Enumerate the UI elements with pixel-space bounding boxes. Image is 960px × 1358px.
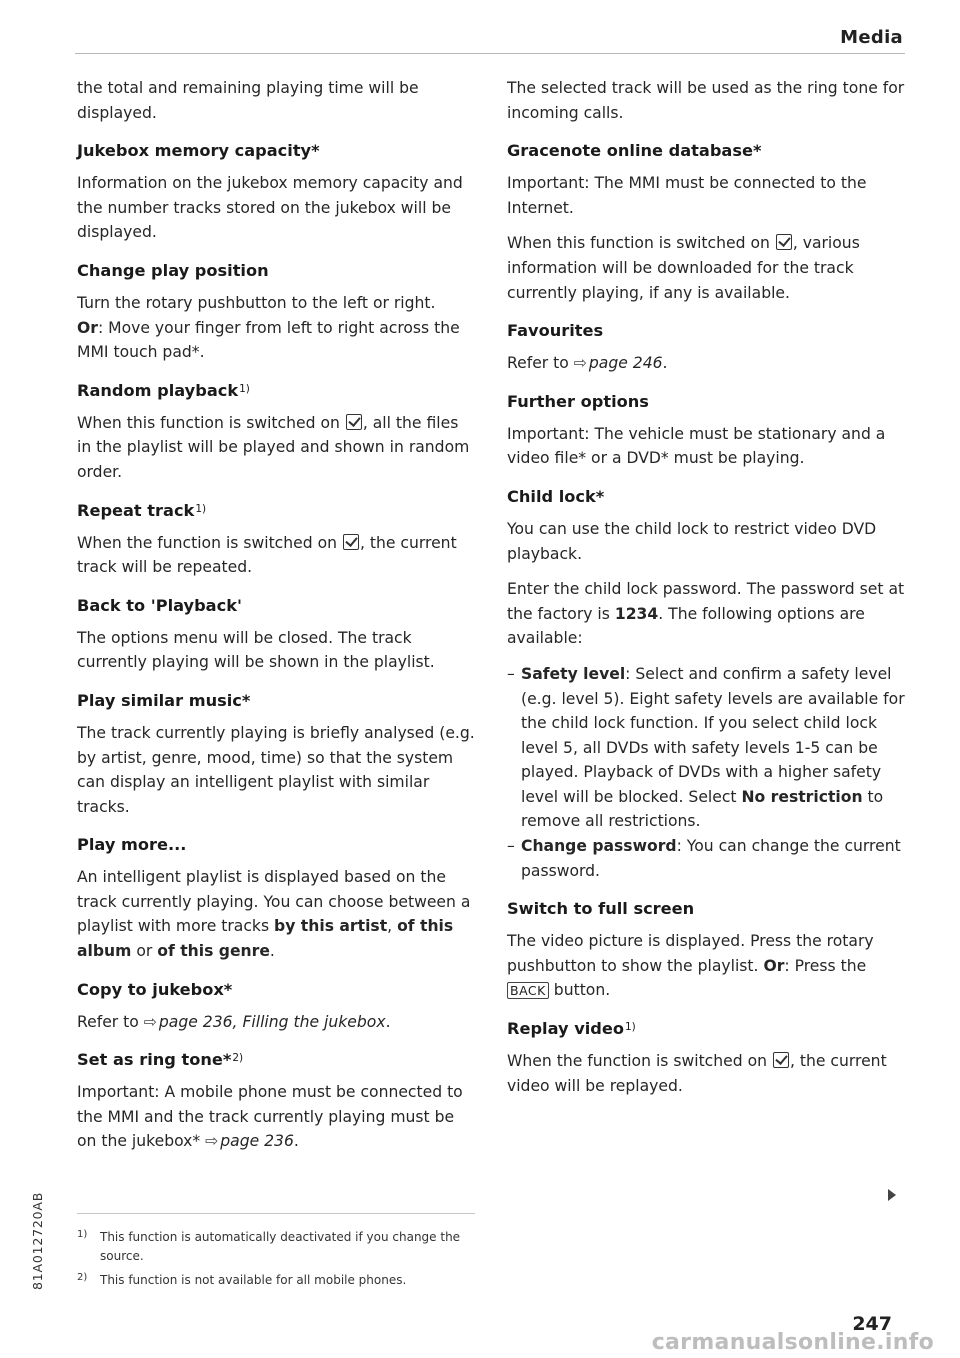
ring-tone-continued-paragraph: The selected track will be used as the ring tone for incoming calls. <box>507 79 905 122</box>
heading-gracenote: Gracenote online database* <box>507 141 762 161</box>
right-column <box>507 76 907 1109</box>
page-number: 247 <box>852 1313 892 1335</box>
footnote-ref: 1) <box>195 502 207 515</box>
or-label: Or <box>763 956 785 975</box>
checkbox-checked-icon <box>343 534 359 550</box>
favourites-paragraph: Refer to ⇨ page 246. <box>507 354 668 373</box>
heading-jukebox-capacity: Jukebox memory capacity* <box>77 141 320 161</box>
play-more-paragraph: An intelligent playlist is displayed based on the track currently playing. You can choose between a playlist with more tracks by this artist, of this album or of this genre. <box>77 868 471 961</box>
document-code: 81A012720AB <box>30 1191 45 1290</box>
similar-paragraph: The track currently playing is briefly analysed (e.g. by artist, genre, mood, time) so that the system can display an intelligent playlist with similar tracks. <box>77 723 475 816</box>
footnote-item: 2) This function is not available for all mobile phones. <box>77 1272 407 1287</box>
heading-repeat-track: Repeat track$^{1)}$ <box>77 500 207 520</box>
left-column <box>77 76 477 1165</box>
intro-paragraph: the total and remaining playing time will be displayed. <box>77 79 419 122</box>
heading-random-playback: Random playback$^{1)}$ <box>77 380 250 400</box>
heading-set-as-ring-tone: Set as ring tone*$^{2)}$ <box>77 1050 244 1070</box>
footnote-divider <box>77 1213 475 1214</box>
heading-change-play-position: Change play position <box>77 260 269 280</box>
replay-paragraph: When the function is switched on , the current video will be replayed. <box>507 1052 887 1095</box>
list-item: – Safety level: Select and confirm a safety level (e.g. level 5). Eight safety levels are available for the child lock function. If you select child lock level 5, all DVDs with safety levels 1-5 can be played. Playback of DVDs with a higher safety level will be blocked. Select No restriction to remove all restrictions. <box>507 662 907 834</box>
page-reference-link[interactable]: page 236, Filling the jukebox <box>158 1012 386 1031</box>
or-label: Or <box>77 318 98 337</box>
gracenote-paragraph-2: When this function is switched on , various information will be downloaded for the track currently playing, if any is available. <box>507 234 860 302</box>
section-title: Media <box>840 27 903 48</box>
further-options-paragraph: Important: The vehicle must be stationary and a video file* or a DVD* must be playing. <box>507 424 886 468</box>
heading-replay-video: Replay video$^{1)}$ <box>507 1019 636 1039</box>
page-reference-link[interactable]: page 246 <box>588 354 663 373</box>
continue-arrow-icon <box>888 1189 896 1201</box>
page-reference-arrow-icon: ⇨ <box>573 354 587 373</box>
watermark: carmanualsonline.info <box>651 1330 934 1355</box>
ring-tone-paragraph: Important: A mobile phone must be connected to the MMI and the track currently playing must be on the jukebox* ⇨ page 236. <box>77 1083 463 1151</box>
page-reference-arrow-icon: ⇨ <box>205 1132 219 1151</box>
child-lock-paragraph-2: Enter the child lock password. The password set at the factory is 1234. The following options are available: <box>507 580 905 648</box>
heading-back-to-playback: Back to 'Playback' <box>77 595 242 615</box>
heading-favourites: Favourites <box>507 321 604 341</box>
heading-copy-to-jukebox: Copy to jukebox* <box>77 979 233 999</box>
footnote-item: 1) This function is automatically deactivated if you change the source. <box>77 1229 461 1263</box>
heading-child-lock: Child lock* <box>507 486 605 506</box>
page-reference-link[interactable]: page 236 <box>220 1132 294 1151</box>
back-key-label: BACK <box>507 982 549 999</box>
checkbox-checked-icon <box>346 414 362 430</box>
page-reference-arrow-icon: ⇨ <box>143 1012 157 1031</box>
full-screen-paragraph: The video picture is displayed. Press the rotary pushbutton to show the playlist. Or: Press the BACK button. <box>507 932 874 1000</box>
footnote-ref: 1) <box>239 382 250 395</box>
random-paragraph: When this function is switched on , all the files in the playlist will be played and shown in random order. <box>77 413 470 481</box>
checkbox-checked-icon <box>776 234 792 250</box>
header-divider <box>75 53 905 54</box>
footnote-ref: 1) <box>624 1021 636 1034</box>
footnote-ref: 2) <box>232 1052 244 1065</box>
child-lock-options-list <box>507 662 907 883</box>
checkbox-checked-icon <box>773 1052 789 1068</box>
repeat-paragraph: When the function is switched on , the current track will be repeated. <box>77 533 457 577</box>
heading-full-screen: Switch to full screen <box>507 899 695 919</box>
footnotes <box>77 1228 475 1295</box>
child-lock-paragraph-1: You can use the child lock to restrict video DVD playback. <box>507 519 877 563</box>
change-position-paragraph: Turn the rotary pushbutton to the left or right. Or: Move your finger from left to right across the MMI touch pad*. <box>77 293 460 362</box>
back-paragraph: The options menu will be closed. The track currently playing will be shown in the playlist. <box>77 628 435 672</box>
default-password: 1234 <box>614 604 659 623</box>
heading-further-options: Further options <box>507 391 649 411</box>
list-item: – Change password: You can change the current password. <box>507 834 907 883</box>
copy-paragraph: Refer to ⇨ page 236, Filling the jukebox. <box>77 1012 391 1031</box>
heading-play-more: Play more... <box>77 835 187 855</box>
jukebox-paragraph: Information on the jukebox memory capacity and the number tracks stored on the jukebox will be displayed. <box>77 174 463 242</box>
gracenote-paragraph-1: Important: The MMI must be connected to the Internet. <box>507 174 867 217</box>
heading-play-similar-music: Play similar music* <box>77 690 251 710</box>
